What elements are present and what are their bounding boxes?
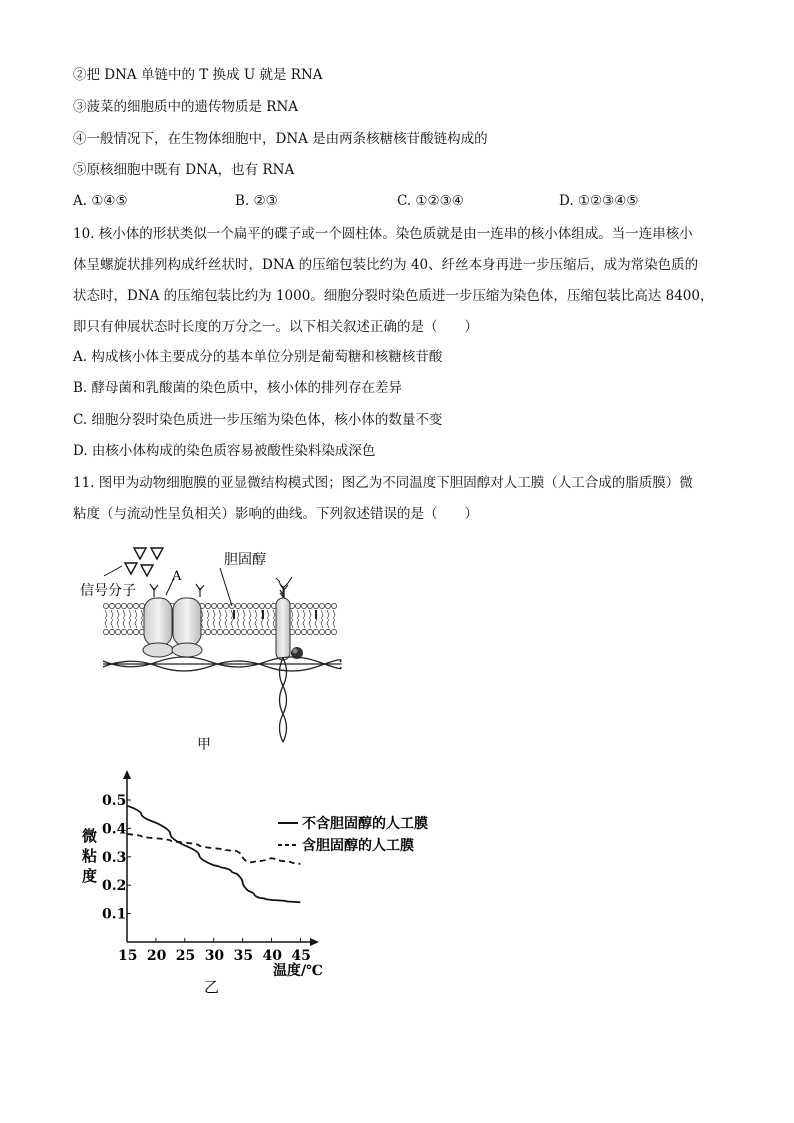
q9-option-b: B. ②③ <box>235 193 278 209</box>
q9-option-a: A. ①④⑤ <box>73 193 128 209</box>
viscosity-chart <box>70 765 470 1000</box>
y-tick-label: 0.5 <box>102 793 127 809</box>
q9-option-c: C. ①②③④ <box>397 193 464 209</box>
chart-legend <box>278 815 428 854</box>
label-a: A <box>172 569 182 584</box>
membrane-figure <box>70 540 360 765</box>
chart-ticks <box>102 793 311 964</box>
q10-option-b: B. 酵母菌和乳酸菌的染色质中，核小体的排列存在差异 <box>73 380 403 396</box>
series-line-with-cholesterol <box>127 834 300 864</box>
x-axis-arrow <box>310 938 319 946</box>
q10-stem-line-3: 状态时，DNA 的压缩包装比约为 1000。细胞分裂时染色质进一步压缩为染色体，压缩包装比高达 8400， <box>73 288 714 304</box>
x-tick-label: 20 <box>146 948 167 964</box>
figure-caption-jia: 甲 <box>197 737 211 753</box>
y-axis-arrow <box>123 770 131 779</box>
q10-option-c: C. 细胞分裂时染色质进一步压缩为染色体，核小体的数量不变 <box>73 412 443 428</box>
signal-pointer <box>104 566 122 576</box>
x-tick-label: 40 <box>262 948 282 964</box>
q10-stem-line-2: 体呈螺旋状排列构成纤丝状时，DNA 的压缩包装比约为 40、纤丝本身再进一步压缩后，成为常染色质的 <box>73 257 699 273</box>
y-tick-label: 0.2 <box>102 878 127 895</box>
x-tick-label: 30 <box>204 948 225 964</box>
y-tick-label: 0.3 <box>102 849 127 866</box>
y-tick-label: 0.1 <box>102 906 127 923</box>
q10-stem-line-4: 即只有伸展状态时长度的万分之一。以下相关叙述正确的是（ ） <box>73 319 478 335</box>
chart-axes <box>123 770 319 946</box>
q9-option-d: D. ①②③④⑤ <box>559 193 639 209</box>
cholesterol-pointer <box>220 568 232 606</box>
q9-item-3: ③菠菜的细胞质中的遗传物质是 RNA <box>73 99 299 115</box>
q10-stem-line-1: 10. 核小体的形状类似一个扁平的碟子或一个圆柱体。染色质就是由一连串的核小体组成。当一连串核小 <box>73 226 693 242</box>
chart-series <box>127 806 300 903</box>
x-axis-label: 温度/℃ <box>273 963 323 979</box>
y-axis-label-char-2: 粘 <box>82 847 98 865</box>
q9-item-2: ②把 DNA 单链中的 T 换成 U 就是 RNA <box>73 67 323 83</box>
cytoskeleton <box>103 657 341 742</box>
figure-caption-yi: 乙 <box>204 978 220 996</box>
q9-item-4: ④一般情况下，在生物体细胞中，DNA 是由两条核糖核苷酸链构成的 <box>73 131 488 147</box>
label-signal-molecule: 信号分子 <box>80 583 136 599</box>
q11-stem-line-1: 11. 图甲为动物细胞膜的亚显微结构模式图；图乙为不同温度下胆固醇对人工膜（人工合成的脂质膜）微 <box>73 475 693 491</box>
y-axis-label-char-1: 微 <box>82 827 98 845</box>
legend-label-solid: 不含胆固醇的人工膜 <box>302 816 428 832</box>
q10-option-d: D. 由核小体构成的染色质容易被酸性染料染成深色 <box>73 443 376 459</box>
lipid-bilayer <box>103 602 337 636</box>
x-tick-label: 25 <box>175 948 196 964</box>
q10-option-a: A. 构成核小体主要成分的基本单位分别是葡萄糖和核糖核苷酸 <box>73 349 443 365</box>
q9-item-5: ⑤原核细胞中既有 DNA，也有 RNA <box>73 162 295 178</box>
legend-label-dashed: 含胆固醇的人工膜 <box>302 838 414 854</box>
q11-stem-line-2: 粘度（与流动性呈负相关）影响的曲线。下列叙述错误的是（ ） <box>73 506 478 522</box>
y-tick-label: 0.4 <box>102 821 127 838</box>
series-line-without-cholesterol <box>127 806 300 903</box>
y-axis-label-char-3: 度 <box>82 867 98 885</box>
x-tick-label: 35 <box>233 948 254 964</box>
x-tick-label: 45 <box>291 948 311 964</box>
signal-molecules <box>125 548 163 576</box>
glycan-chains <box>150 584 288 602</box>
x-tick-label: 15 <box>118 948 138 964</box>
label-cholesterol: 胆固醇 <box>224 552 266 568</box>
